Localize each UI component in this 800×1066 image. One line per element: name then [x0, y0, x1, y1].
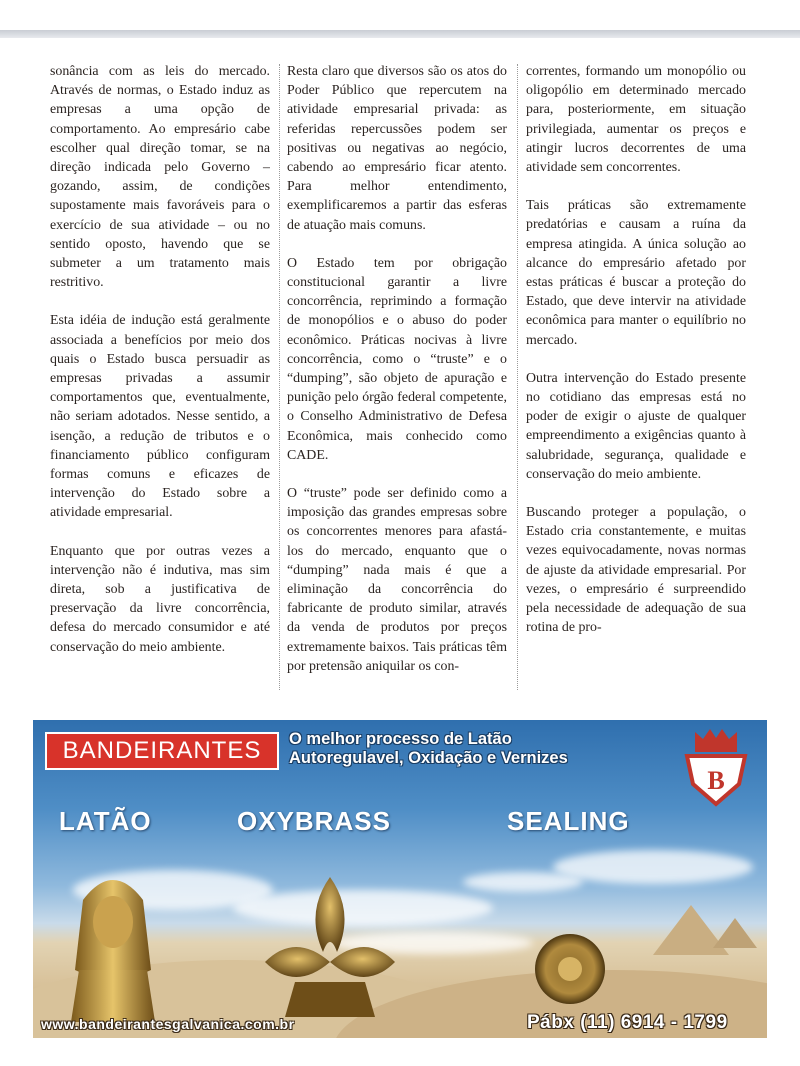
- cloud-shape: [463, 872, 583, 892]
- paragraph: Tais práticas são extremamente predatórias e causam a ruína da empresa atingida. A única solução ao alcance do empresário afetado por estas práticas é buscar a proteção do Estado, que deve intervir na atividade econômica para manter o equilíbrio no mercado.: [526, 198, 746, 348]
- paragraph: Esta idéia de indução está geralmente associada a benefícios por meio dos quais o Estado busca persuadir as empresas privadas a assumir comportamentos que, eventualmente, não seriam adotados. Nesse sentido, a isenção, a redução de tributos e o financiamento público configuram formas comuns e eficazes de intervenção do Estado sobre a atividade empresarial.: [50, 313, 270, 521]
- tagline-line: Autoregulavel, Oxidação e Vernizes: [289, 749, 568, 767]
- article-column-1: [50, 62, 270, 692]
- paragraph: Outra intervenção do Estado presente no cotidiano das empresas está no poder de exigir o ajuste de qualquer empreendimento a exigências quanto à salubridade, segurança, qualidade e conservação do meio ambiente.: [526, 370, 746, 482]
- paragraph: O “truste” pode ser definido como a imposição das grandes empresas sobre os concorrentes menores para afastá-los do mercado, enquanto que o “dumping” nada mais é que a eliminação da concorrência do fabricante de produto similar, através da venda de produtos por preços extremamente baixos. Tais práticas têm por pretensão aniquilar os con-: [287, 486, 507, 674]
- crown-crest-icon: [683, 726, 749, 813]
- paragraph: O Estado tem por obrigação constitucional garantir a livre concorrência, reprimindo a formação de monopólios e o abuso do poder econômico. Práticas nocivas à livre concorrência, como o “truste” e o “dumping”, são objeto de apuração e punição pelo órgão federal competente, o Conselho Administrativo de Defesa Econômica, mais conhecido como CADE.: [287, 255, 507, 463]
- paragraph: sonância com as leis do mercado. Através de normas, o Estado induz as empresas a uma opção de comportamento. Ao empresário cabe escolher qual direção tomar, se na direção indicada pelo Governo – gozando, assim, de condições supostamente mais favoráveis para o exercício de sua atividade – ou no sentido oposto, havendo que se submeter a um tratamento mais restritivo.: [50, 64, 270, 291]
- advertisement-banner[interactable]: [33, 720, 767, 1038]
- top-band: [0, 30, 800, 38]
- product-label: OXYBRASS: [237, 806, 391, 836]
- article-column-2: [287, 62, 507, 692]
- paragraph: Enquanto que por outras vezes a intervenção não é indutiva, mas sim direta, sob a justificativa de preservação da livre concorrência, defesa do mercado consumidor e até conservação do meio ambiente.: [50, 543, 270, 655]
- brass-rosette-icon: [533, 932, 607, 1011]
- column-divider: [279, 64, 280, 690]
- pharaoh-bust-icon: [63, 860, 163, 1027]
- paragraph: Buscando proteger a população, o Estado cria constantemente, e muitas vezes equivocadamente, novas normas de ajuste da atividade empresarial. Por vezes, o empresário é surpreendido pela necessidade de adequação de sua rotina de pro-: [526, 505, 746, 636]
- tagline-line: O melhor processo de Latão: [289, 730, 512, 748]
- product-label: LATÃO: [59, 806, 152, 836]
- website-link[interactable]: www.bandeirantesgalvanica.com.br: [41, 1016, 295, 1032]
- paragraph: Resta claro que diversos são os atos do Poder Público que repercutem na atividade empresarial privada: as referidas repercussões podem ser positivas ou negativas ao negócio, cabendo ao empresário ficar atento. Para melhor entendimento, exemplificaremos a partir das esferas de atuação mais comuns.: [287, 64, 507, 233]
- cloud-shape: [553, 850, 753, 884]
- article-column-3: [526, 62, 746, 692]
- product-label: SEALING: [507, 806, 630, 836]
- paragraph: correntes, formando um monopólio ou oligopólio em determinado mercado para, posteriormente, em situação privilegiada, aumentar os preços e atingir lucros decorrentes de uma atividade sem concorrentes.: [526, 64, 746, 176]
- brass-leaf-ornament-icon: [255, 872, 405, 1027]
- column-divider: [517, 64, 518, 690]
- ad-tagline: [289, 730, 669, 768]
- pyramid-icon: [713, 918, 757, 948]
- crest-letter: B: [707, 766, 725, 795]
- brand-logo: BANDEIRANTES: [45, 732, 279, 770]
- phone-number: Pábx (11) 6914 - 1799: [527, 1012, 728, 1033]
